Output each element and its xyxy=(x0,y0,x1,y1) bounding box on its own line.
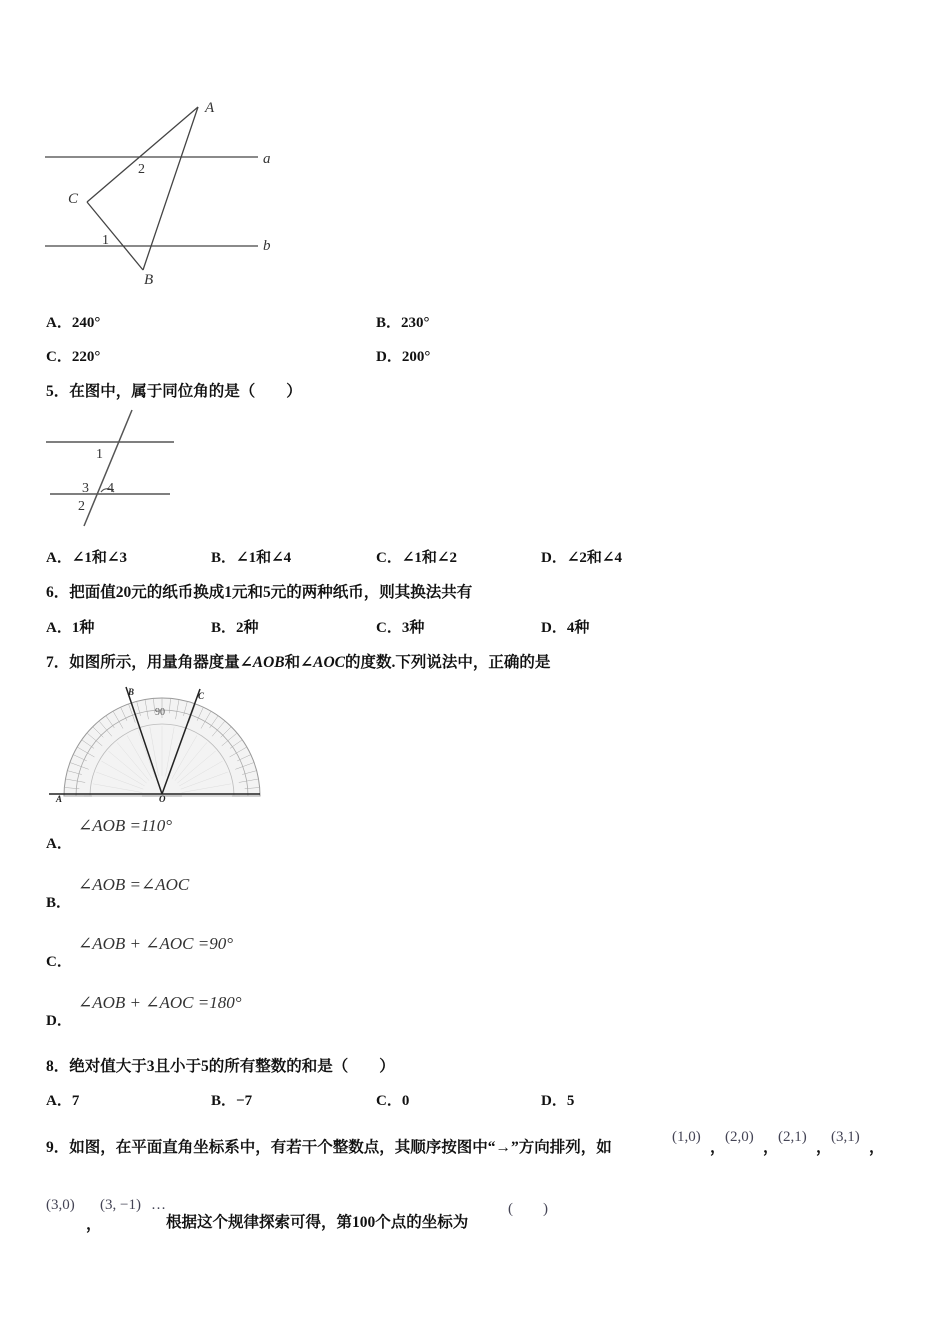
q9-question: 9．如图，在平面直角坐标系中，有若干个整数点，其顺序按图中“→”方向排列，如 xyxy=(46,1139,612,1156)
q9-coord-6: (3, −1) xyxy=(100,1197,141,1213)
label-angle-2: 2 xyxy=(138,162,145,177)
q9-ellipsis: … xyxy=(151,1197,166,1213)
q9-question-cont: 根据这个规律探索可得，第100个点的坐标为 xyxy=(166,1214,469,1231)
label-A: A xyxy=(205,100,215,116)
q9-coord-4: (3,1) xyxy=(831,1129,860,1145)
q6-option-b[interactable]: B．2种 xyxy=(211,620,259,636)
q5-question: 5．在图中，属于同位角的是（ ） xyxy=(46,383,302,400)
q8-question: 8．绝对值大于3且小于5的所有整数的和是（ ） xyxy=(46,1058,395,1075)
q6-option-a[interactable]: A．1种 xyxy=(46,620,95,636)
q7-option-a-letter[interactable]: A． xyxy=(46,836,72,852)
q7-option-b-expr: ∠AOB =∠AOC xyxy=(78,875,190,894)
q9-sep-2: ， xyxy=(763,1139,779,1156)
q5-figure xyxy=(44,406,184,531)
q8-option-c[interactable]: C．0 xyxy=(376,1093,410,1109)
q7-question: 7．如图所示，用量角器度量∠AOB和∠AOC的度数.下列说法中，正确的是 xyxy=(46,654,551,671)
q9-coord-3: (2,1) xyxy=(778,1129,807,1145)
q7-option-c-expr: ∠AOB + ∠AOC =90° xyxy=(78,934,234,953)
q6-question: 6．把面值20元的纸币换成1元和5元的两种纸币，则其换法共有 xyxy=(46,584,473,601)
q5-label-4: 4 xyxy=(107,481,114,496)
q7-label-O: O xyxy=(159,794,166,804)
q7-option-a-expr: ∠AOB =110° xyxy=(78,816,173,835)
q4-option-d[interactable]: D．200° xyxy=(376,349,431,365)
q7-option-c-letter[interactable]: C． xyxy=(46,954,72,970)
q8-option-a[interactable]: A．7 xyxy=(46,1093,80,1109)
q4-figure xyxy=(40,95,290,290)
q5-option-b[interactable]: B．∠1和∠4 xyxy=(211,550,292,566)
label-B: B xyxy=(144,272,154,288)
q5-option-c[interactable]: C．∠1和∠2 xyxy=(376,550,457,566)
label-angle-1: 1 xyxy=(102,233,109,248)
q5-label-1: 1 xyxy=(96,447,103,462)
q5-label-3: 3 xyxy=(82,481,89,496)
q9-sep-1: ， xyxy=(710,1139,726,1156)
q5-label-2: 2 xyxy=(78,499,85,514)
label-b: b xyxy=(263,238,271,254)
q4-option-b[interactable]: B．230° xyxy=(376,315,430,331)
label-C: C xyxy=(68,191,79,207)
q8-option-d[interactable]: D．5 xyxy=(541,1093,575,1109)
q8-option-b[interactable]: B．−7 xyxy=(211,1093,253,1109)
q9-coord-5: (3,0) xyxy=(46,1197,75,1213)
q7-label-C: C xyxy=(198,691,205,701)
q9-sep-4: ， xyxy=(869,1139,885,1156)
q6-option-c[interactable]: C．3种 xyxy=(376,620,425,636)
q7-option-d-letter[interactable]: D． xyxy=(46,1013,72,1029)
q9-sep-5: ， xyxy=(86,1216,102,1233)
q9-coord-2: (2,0) xyxy=(725,1129,754,1145)
q4-option-a[interactable]: A．240° xyxy=(46,315,101,331)
q7-label-A: A xyxy=(56,794,63,804)
q9-coord-1: (1,0) xyxy=(672,1129,701,1145)
q7-protractor-figure xyxy=(44,684,269,804)
q5-option-d[interactable]: D．∠2和∠4 xyxy=(541,550,622,566)
q7-label-90: 90 xyxy=(155,707,165,718)
q7-option-b-letter[interactable]: B． xyxy=(46,895,72,911)
q7-option-d-expr: ∠AOB + ∠AOC =180° xyxy=(78,993,242,1012)
q5-option-a[interactable]: A．∠1和∠3 xyxy=(46,550,127,566)
q9-sep-3: ， xyxy=(816,1139,832,1156)
q4-option-c[interactable]: C．220° xyxy=(46,349,101,365)
q7-label-B: B xyxy=(128,687,135,697)
label-a: a xyxy=(263,151,271,167)
q6-option-d[interactable]: D．4种 xyxy=(541,620,590,636)
q9-answer-blank[interactable]: ( ) xyxy=(508,1201,548,1217)
